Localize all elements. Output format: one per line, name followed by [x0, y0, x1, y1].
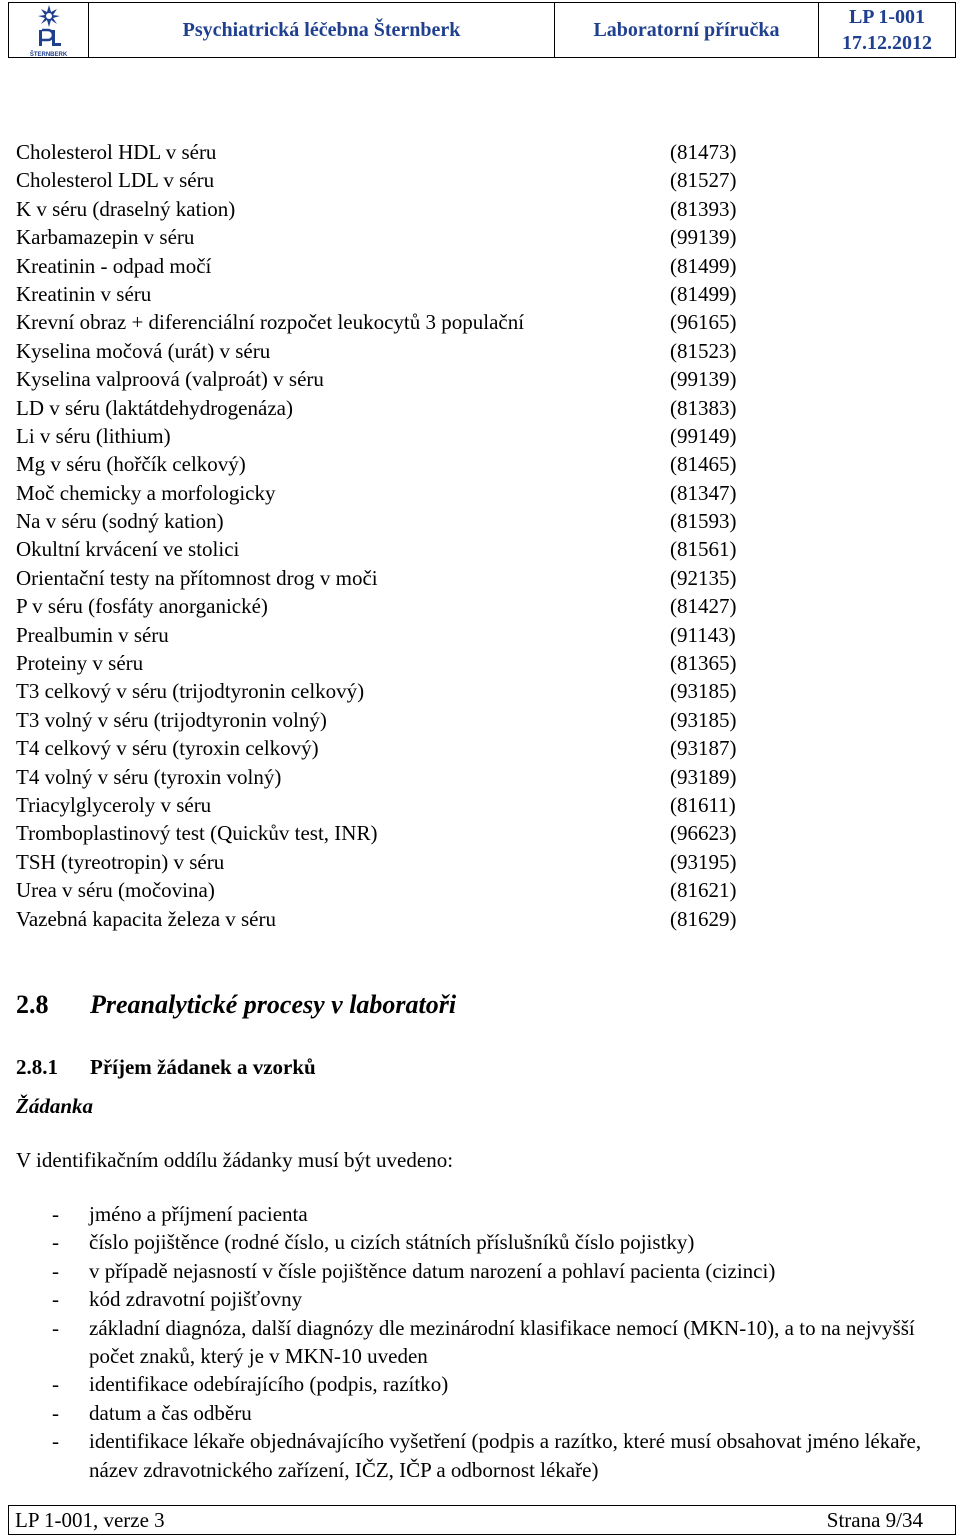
subsection-heading — [16, 1055, 316, 1080]
test-code: (96165) — [670, 310, 737, 335]
test-code: (81621) — [670, 878, 737, 903]
test-code: (81611) — [670, 792, 736, 817]
test-code: (81499) — [670, 281, 737, 306]
page-header — [8, 2, 956, 58]
test-code: (81383) — [670, 395, 737, 420]
requirements-list — [52, 1200, 952, 1484]
test-name: Urea v séru (močovina) — [16, 878, 215, 903]
test-item — [16, 138, 756, 166]
page-footer — [8, 1505, 956, 1535]
subheading: Žádanka — [16, 1094, 94, 1118]
test-code: (81527) — [670, 168, 737, 193]
test-item — [16, 507, 756, 535]
test-name: Kreatinin v séru — [16, 281, 152, 306]
requirement-text: jméno a příjmení pacienta — [89, 1202, 308, 1226]
subsection-number: 2.8.1 — [16, 1055, 58, 1079]
test-code: (81523) — [670, 338, 737, 363]
test-name: Prealbumin v séru — [16, 622, 169, 647]
test-name: Tromboplastinový test (Quickův test, INR) — [16, 821, 378, 846]
test-code: (92135) — [670, 565, 737, 590]
section-title: Preanalytické procesy v laboratoři — [90, 990, 457, 1019]
test-item — [16, 763, 756, 791]
test-name: Krevní obraz + diferenciální rozpočet leukocytů 3 populační — [16, 310, 525, 335]
test-code: (81465) — [670, 452, 737, 477]
requirement-text: identifikace lékaře objednávajícího vyšetření (podpis a razítko, které musí obsahovat jméno lékaře, název zdravotnického zařízení, IČZ, IČP a odbornost lékaře) — [89, 1429, 922, 1482]
test-name: Karbamazepin v séru — [16, 225, 195, 250]
test-name: T4 celkový v séru (tyroxin celkový) — [16, 736, 319, 761]
dash-bullet-icon: - — [52, 1400, 59, 1425]
test-item — [16, 308, 756, 336]
test-item — [16, 365, 756, 393]
requirement-item — [52, 1427, 952, 1484]
test-item — [16, 422, 756, 450]
test-code: (99149) — [670, 423, 737, 448]
test-name: T3 volný v séru (trijodtyronin volný) — [16, 707, 327, 732]
requirement-text: základní diagnóza, další diagnózy dle mezinárodní klasifikace nemocí (MKN-10), a to na nejvyšší počet znaků, který je v MKN-10 uveden — [89, 1315, 915, 1369]
footer-page-number: Strana 9/34 — [826, 1507, 923, 1532]
test-item — [16, 252, 756, 280]
test-list — [16, 138, 756, 933]
test-code: (93185) — [670, 679, 737, 704]
document-date: 17.12.2012 — [842, 32, 932, 54]
test-item — [16, 394, 756, 422]
requirement-text: identifikace odebírajícího (podpis, razítko) — [89, 1372, 449, 1397]
test-code: (81473) — [670, 140, 737, 164]
test-item — [16, 592, 756, 620]
test-code: (93187) — [670, 736, 737, 761]
test-code: (81347) — [670, 480, 737, 505]
test-name: Triacylglyceroly v séru — [16, 792, 212, 817]
test-name: Mg v séru (hořčík celkový) — [16, 452, 246, 477]
test-name: Kyselina valproová (valproát) v séru — [16, 367, 324, 392]
test-item — [16, 649, 756, 677]
test-code: (81561) — [670, 537, 737, 562]
dash-bullet-icon: - — [52, 1372, 59, 1397]
document-code: LP 1-001 — [848, 6, 926, 28]
hospital-logo-icon — [19, 4, 79, 56]
test-code: (91143) — [670, 622, 736, 647]
test-code: (99139) — [670, 225, 737, 250]
test-name: Li v séru (lithium) — [16, 423, 171, 448]
test-name: Vazebná kapacita železa v séru — [16, 906, 276, 931]
requirement-item — [52, 1285, 952, 1313]
test-item — [16, 195, 756, 223]
dash-bullet-icon: - — [52, 1202, 59, 1226]
test-name: Kreatinin - odpad močí — [16, 253, 212, 278]
requirement-text: kód zdravotní pojišťovny — [89, 1287, 303, 1312]
test-code: (93185) — [670, 707, 737, 732]
footer-version: LP 1-001, verze 3 — [15, 1507, 165, 1532]
dash-bullet-icon: - — [52, 1287, 59, 1312]
test-code: (81393) — [670, 196, 737, 221]
test-item — [16, 791, 756, 819]
requirement-text: číslo pojištěnce (rodné číslo, u cizích státních příslušníků číslo pojistky) — [89, 1230, 695, 1255]
test-name: T4 volný v séru (tyroxin volný) — [16, 764, 282, 789]
test-item — [16, 564, 756, 592]
test-item — [16, 905, 756, 933]
test-name: Moč chemicky a morfologicky — [16, 480, 276, 505]
section-number: 2.8 — [16, 990, 49, 1019]
test-item — [16, 280, 756, 308]
test-item — [16, 621, 756, 649]
requirement-text: datum a čas odběru — [89, 1400, 252, 1425]
test-item — [16, 337, 756, 365]
test-name: Orientační testy na přítomnost drog v moči — [16, 565, 378, 590]
test-name: Cholesterol HDL v séru — [16, 140, 217, 164]
test-name: K v séru (draselný kation) — [16, 196, 236, 221]
section-heading — [16, 990, 456, 1020]
requirement-text: v případě nejasností v čísle pojištěnce datum narození a pohlaví pacienta (cizinci) — [89, 1258, 776, 1283]
requirement-item — [52, 1370, 952, 1398]
dash-bullet-icon: - — [52, 1429, 59, 1454]
test-code: (99139) — [670, 367, 737, 392]
test-code: (96623) — [670, 821, 737, 846]
test-item — [16, 734, 756, 762]
test-item — [16, 876, 756, 904]
test-code: (81365) — [670, 651, 737, 676]
document-code-cell — [819, 3, 955, 57]
requirement-item — [52, 1399, 952, 1427]
test-code: (81499) — [670, 253, 737, 278]
requirement-item — [52, 1228, 952, 1256]
logo-cell — [9, 3, 89, 57]
test-item — [16, 848, 756, 876]
document-title: Laboratorní příručka — [555, 3, 819, 57]
test-item — [16, 677, 756, 705]
test-name: TSH (tyreotropin) v séru — [16, 849, 225, 874]
organization-name: Psychiatrická léčebna Šternberk — [89, 3, 555, 57]
test-name: Cholesterol LDL v séru — [16, 168, 215, 193]
test-item — [16, 166, 756, 194]
test-item — [16, 535, 756, 563]
test-code: (81629) — [670, 906, 737, 931]
test-code: (81593) — [670, 509, 737, 534]
test-code: (93189) — [670, 764, 737, 789]
dash-bullet-icon: - — [52, 1315, 59, 1340]
test-item — [16, 223, 756, 251]
requirement-item — [52, 1257, 952, 1285]
test-name: LD v séru (laktátdehydrogenáza) — [16, 395, 293, 420]
test-code: (81427) — [670, 594, 737, 619]
test-name: Okultní krvácení ve stolici — [16, 537, 240, 562]
test-item — [16, 819, 756, 847]
test-name: Na v séru (sodný kation) — [16, 509, 224, 534]
dash-bullet-icon: - — [52, 1230, 59, 1255]
test-name: Kyselina močová (urát) v séru — [16, 338, 271, 363]
test-item — [16, 706, 756, 734]
requirement-item — [52, 1314, 952, 1371]
test-name: T3 celkový v séru (trijodtyronin celkový) — [16, 679, 365, 704]
test-name: P v séru (fosfáty anorganické) — [16, 594, 268, 619]
logo-text: ŠTERNBERK — [29, 52, 68, 58]
test-item — [16, 450, 756, 478]
intro-paragraph: V identifikačním oddílu žádanky musí být uvedeno: — [16, 1148, 454, 1172]
requirement-item — [52, 1200, 952, 1228]
subsection-title: Příjem žádanek a vzorků — [90, 1055, 316, 1079]
test-code: (93195) — [670, 849, 737, 874]
test-name: Proteiny v séru — [16, 651, 144, 676]
test-item — [16, 479, 756, 507]
dash-bullet-icon: - — [52, 1258, 59, 1283]
